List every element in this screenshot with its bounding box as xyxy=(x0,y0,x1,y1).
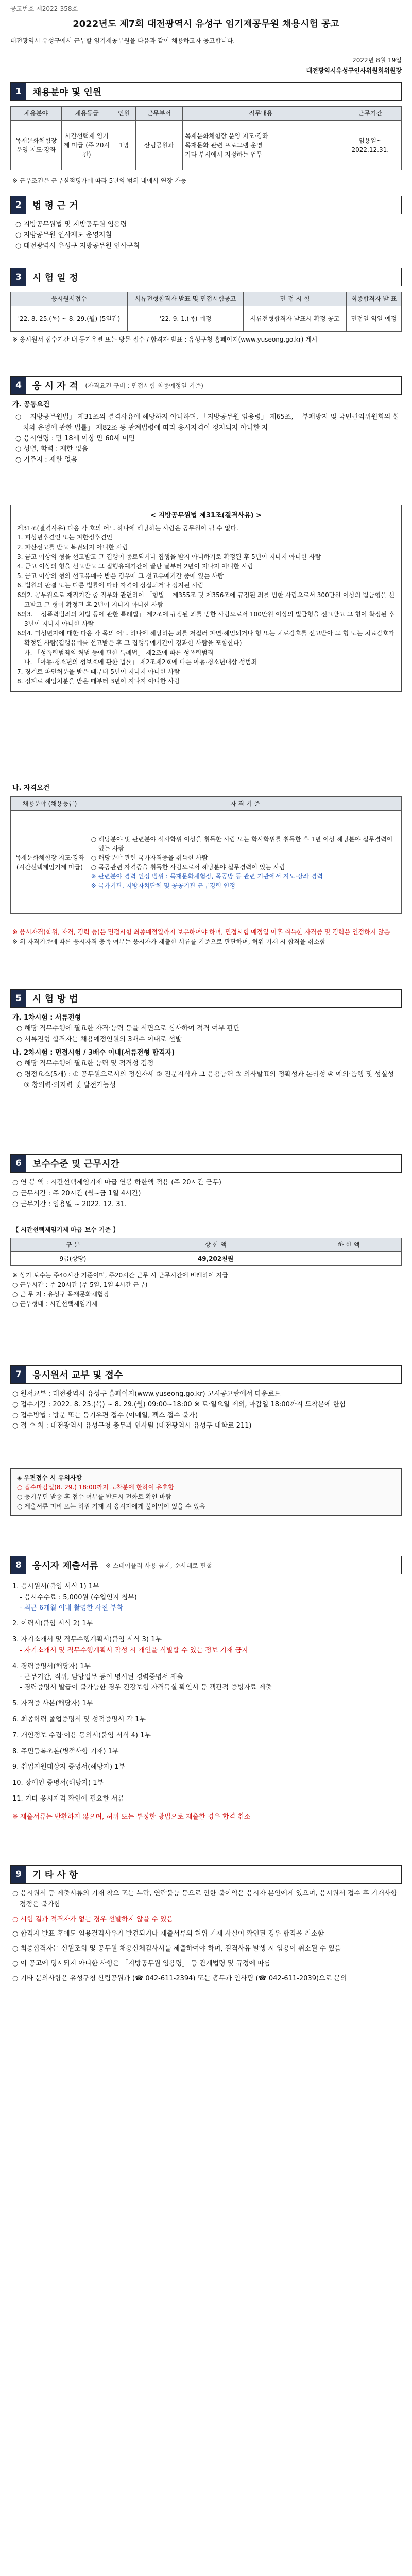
disq-item: 6. 법원의 판결 또는 다른 법률에 따라 자격이 상실되거나 정지된 사람 xyxy=(17,582,204,589)
qual-warning: ※ 위 자격기준에 따른 응시자격 충족 여부는 응시자가 제출한 서류를 기준으로 판단하며, 허위 기재 시 합격을 취소함 xyxy=(12,938,326,945)
section-header-5 xyxy=(10,989,402,1008)
disqualification-box xyxy=(10,505,402,692)
qualification-table xyxy=(10,796,402,914)
section-header-1 xyxy=(10,82,402,101)
mail-notice-box xyxy=(10,1468,402,1516)
section-number: 3 xyxy=(11,268,26,286)
table-header: 근무부서 xyxy=(135,107,182,121)
doc-item: 2. 이력서(붙임 서식 2) 1부 xyxy=(12,1620,93,1628)
table-header: 최종합격자 발 표 xyxy=(347,292,402,306)
box-item: ○ 접수마감일(8. 29.) 18:00까지 도착분에 한하여 유효함 xyxy=(17,1483,174,1491)
submission-item: ○ 원서교부 : 대전광역시 유성구 홈페이지(www.yuseong.go.kr) 고시공고란에서 다운로드 xyxy=(12,1390,281,1398)
section-number: 5 xyxy=(11,990,26,1007)
recruitment-table xyxy=(10,106,402,170)
table-cell: - xyxy=(296,1252,402,1266)
law-item: ○ 지방공무원 인사제도 운영지침 xyxy=(15,231,112,239)
table-cell: 면접일 익일 예정 xyxy=(347,306,402,332)
disq-item: 1. 피성년후견인 또는 피한정후견인 xyxy=(17,534,113,541)
section-title: 채용분야 및 인원 xyxy=(32,87,102,98)
section-header-4 xyxy=(10,376,402,395)
notice-date: 2022년 8월 19일 xyxy=(352,57,402,64)
pay-table-title: 【 시간선택제임기제 마급 보수 기준 】 xyxy=(12,1226,119,1233)
disq-item: 7. 징계로 파면처분을 받은 때부터 5년이 지나지 아니한 사람 xyxy=(17,668,180,675)
table-cell: 서류전형합격자 발표시 확정 공고 xyxy=(244,306,347,332)
doc-item: 6. 최종학력 졸업증명서 및 성적증명서 각 1부 xyxy=(12,1715,146,1723)
pay-note: ○ 근무형태 : 시간선택제임기제 xyxy=(12,1300,98,1308)
disq-item: 6의3. 「성폭력범죄의 처벌 등에 관한 특례법」 제2조에 규정된 죄를 범한 사람으로서 100만원 이상의 벌금형을 선고받고 그 형이 확정된 후 3년이 지나지 아니한 사람 xyxy=(17,611,395,628)
doc-item: 1. 응시원서(붙임 서식 1) 1부 xyxy=(12,1583,99,1590)
pay-table xyxy=(10,1238,402,1266)
pay-item: ○ 근무시간 : 주 20시간 (월~금 1일 4시간) xyxy=(12,1189,141,1197)
law-item: ○ 지방공무원법 및 지방공무원 임용령 xyxy=(15,221,127,228)
disq-item: 2. 파산선고를 받고 복권되지 아니한 사람 xyxy=(17,543,128,551)
table-cell: 산림공원과 xyxy=(135,121,182,170)
common-requirement: ○ 거주지 : 제한 없음 xyxy=(15,456,78,464)
table-header: 근무기간 xyxy=(339,107,401,121)
pay-item: ○ 연 봉 액 : 시간선택제임기제 마급 연봉 하한액 적용 (주 20시간 근무) xyxy=(12,1179,221,1187)
section-header-2 xyxy=(10,196,402,214)
section-title: 법 령 근 거 xyxy=(32,200,78,211)
notice-number: 공고번호 제2022-358호 xyxy=(10,5,78,12)
common-requirement: ○ 성별, 학력 : 제한 없음 xyxy=(15,445,88,453)
doc-item: - 자기소개서 및 직무수행계획서 작성 시 개인을 식별할 수 있는 정보 기재 금지 xyxy=(20,1646,248,1654)
table-header: 구 분 xyxy=(11,1238,135,1252)
qual-item: ○ 해당분야 관련 국가자격증을 취득한 사람 xyxy=(91,854,208,861)
law-item: ○ 대전광역시 유성구 지방공무원 인사규칙 xyxy=(15,242,140,250)
method-item: ○ 서류전형 합격자는 채용예정인원의 3배수 이내로 선발 xyxy=(16,1035,182,1043)
qual-item: ○ 해당분야 및 관련분야 석사학위 이상을 취득한 사람 또는 학사학위를 취득한 후 1년 이상 해당분야 실무경력이 있는 사람 xyxy=(91,835,393,852)
method-item: ○ 평정요소(5개) : ① 공무원으로서의 정신자세 ② 전문지식과 그 응용능력 ③ 의사발표의 정확성과 논리성 ④ 예의·품행 및 성실성 ⑤ 창의력·의지력 및 발전가능성 xyxy=(16,1070,394,1089)
submission-item: ○ 접수방법 : 방문 또는 등기우편 접수 (이메일, 팩스 접수 불가) xyxy=(12,1411,198,1419)
common-requirement: ○ 응시연령 : 만 18세 이상 만 60세 미만 xyxy=(15,434,135,443)
table-header: 하 한 액 xyxy=(296,1238,402,1252)
section-subtitle: ※ 스테이플러 사용 금지, 순서대로 편철 xyxy=(105,1562,212,1569)
pay-note: ※ 상기 보수는 주40시간 기준이며, 주20시간 근무 시 근무시간에 비례하여 지급 xyxy=(12,1272,228,1279)
section-header-3 xyxy=(10,268,402,286)
section-number: 7 xyxy=(11,1366,26,1383)
disq-item: 4. 금고 이상의 형을 선고받고 그 집행유예기간이 끝난 날부터 2년이 지나지 아니한 사람 xyxy=(17,563,253,570)
doc-item: 9. 취업지원대상자 증명서(해당자) 1부 xyxy=(12,1763,126,1771)
qual-warning: ※ 응시자격(학위, 자격, 경력 등)은 면접시험 최종예정일까지 보유하여야 하며, 면접시험 예정일 이후 취득한 자격증 및 경력은 인정하지 않음 xyxy=(12,928,390,936)
section-title: 응시원서 교부 및 접수 xyxy=(32,1370,123,1381)
misc-item: ○ 기타 문의사항은 유성구청 산림공원과 (☎ 042-611-2394) 또는 총무과 인사팀 (☎ 042-611-2039)으로 문의 xyxy=(12,1974,347,1982)
disq-item: 나. 「아동·청소년의 성보호에 관한 법률」 제2조제2호에 따른 아동·청소년대상 성범죄 xyxy=(24,658,258,666)
table-header: 인원 xyxy=(112,107,136,121)
doc-item: 7. 개인정보 수집·이용 동의서(붙임 서식 4) 1부 xyxy=(12,1731,151,1739)
pay-note: ○ 근 무 지 : 유성구 목재문화체험장 xyxy=(12,1291,110,1298)
qual-note: ※ 국가기관, 지방자치단체 및 공공기관 근무경력 인정 xyxy=(91,882,235,889)
sub-heading: 나. 자격요건 xyxy=(12,784,50,792)
qual-item: ○ 목공관련 자격증을 취득한 사람으로서 해당분야 실무경력이 있는 사람 xyxy=(91,863,285,871)
table-header: 채용등급 xyxy=(61,107,112,121)
table-header: 채용분야 (채용등급) xyxy=(11,797,89,811)
submission-item: ○ 접 수 처 : 대전광역시 유성구청 총무과 인사팀 (대전광역시 유성구 대학로 211) xyxy=(12,1422,252,1430)
section-title: 보수수준 및 근무시간 xyxy=(32,1159,120,1170)
table-header: 자 격 기 준 xyxy=(89,797,401,811)
disq-item: 3. 금고 이상의 형을 선고받고 그 집행이 종료되거나 집행을 받지 아니하기로 확정된 후 5년이 지나지 아니한 사람 xyxy=(17,553,321,561)
table-cell: 9급(상당) xyxy=(11,1252,135,1266)
duty-item: 기타 부서에서 지정하는 업무 xyxy=(184,150,263,158)
box-lead: 제31조(결격사유) 다음 각 호의 어느 하나에 해당하는 사람은 공무원이 될 수 없다. xyxy=(17,524,238,532)
section-title: 응 시 자 격 xyxy=(32,381,78,392)
disq-item: 5. 금고 이상의 형의 선고유예를 받은 경우에 그 선고유예기간 중에 있는 사람 xyxy=(17,572,224,580)
section-note: ※ 근무조건은 근무실적평가에 따라 5년의 범위 내에서 연장 가능 xyxy=(12,177,187,184)
page-title: 2022년도 제7회 대전광역시 유성구 임기제공무원 채용시험 공고 xyxy=(73,19,339,29)
intro-text: 대전광역시 유성구에서 근무할 임기제공무원을 다음과 같이 채용하고자 공고합니다. xyxy=(10,37,235,44)
duty-item: 목재문화체험장 운영 지도·강좌 xyxy=(184,132,269,140)
doc-item: - 근무기간, 직위, 담당업무 등이 명시된 경력증명서 제출 xyxy=(20,1673,184,1681)
schedule-table xyxy=(10,292,402,332)
misc-item: ○ 시험 결과 적격자가 없는 경우 선발하지 않을 수 있음 xyxy=(12,1915,174,1923)
doc-item: 8. 주민등록초본(병적사항 기재) 1부 xyxy=(12,1747,119,1755)
doc-item: ※ 제출서류는 반환하지 않으며, 허위 또는 부정한 방법으로 제출한 경우 합격 취소 xyxy=(12,1812,251,1821)
table-header: 면 접 시 험 xyxy=(244,292,347,306)
disq-item: 8. 징계로 해임처분을 받은 때부터 3년이 지나지 아니한 사람 xyxy=(17,677,180,685)
section-note: ※ 응시원서 접수기간 내 등기우편 또는 방문 접수 / 합격자 발표 : 유성구청 홈페이지(www.yuseong.go.kr) 게시 xyxy=(12,336,318,343)
section-header-7 xyxy=(10,1365,402,1384)
section-number: 2 xyxy=(11,196,26,214)
issuer: 대전광역시유성구인사위원회위원장 xyxy=(306,67,402,74)
section-number: 8 xyxy=(11,1556,26,1574)
misc-item: ○ 이 공고에 명시되지 아니한 사항은 「지방공무원 임용령」 등 관계법령 및 규정에 따름 xyxy=(12,1959,271,1968)
table-cell: 목재문화체험장 지도·강좌 (시간선택제임기제 마급) xyxy=(11,811,89,914)
section-subtitle: (자격요건 구비 : 면접시험 최종예정일 기준) xyxy=(85,382,203,389)
table-header: 서류전형합격자 발표 및 면접시험공고 xyxy=(127,292,243,306)
section-title: 시 험 일 정 xyxy=(32,273,78,283)
doc-item: 3. 자기소개서 및 직무수행계획서(붙임 서식 3) 1부 xyxy=(12,1636,162,1644)
box-title: ◈ 우편접수 시 유의사항 xyxy=(17,1474,82,1481)
table-header: 응시원서접수 xyxy=(11,292,128,306)
qual-note: ※ 관련분야 경력 인정 범위 : 목재문화체험장, 목공방 등 관련 기관에서 지도·강좌 경력 xyxy=(91,872,323,880)
table-cell: '22. 9. 1.(목) 예정 xyxy=(127,306,243,332)
disq-item: 6의4. 미성년자에 대한 다음 각 목의 어느 하나에 해당하는 죄를 저질러 파면·해임되거나 형 또는 치료감호를 선고받아 그 형 또는 치료감호가 확정된 사람(집행유예를 선고받은 후 그 집행유예기간이 경과한 사람을 포함한다) xyxy=(17,630,394,647)
method-item: ○ 해당 직무수행에 필요한 능력 및 적격성 검정 xyxy=(16,1060,154,1068)
box-item: ○ 등기우편 발송 후 접수 여부를 반드시 전화로 확인 바람 xyxy=(17,1493,171,1501)
section-title: 응시자 제출서류 xyxy=(32,1561,98,1571)
disq-item: 가. 「성폭력범죄의 처벌 등에 관한 특례법」 제2조에 따른 성폭력범죄 xyxy=(24,649,214,656)
misc-item: ○ 최종합격자는 신원조회 및 공무원 채용신체검사서를 제출하여야 하며, 결격사유 발생 시 임용이 취소될 수 있음 xyxy=(12,1945,341,1953)
submission-item: ○ 접수기간 : 2022. 8. 25.(목) ~ 8. 29.(월) 09:00~18:00 ※ 토·일요일 제외, 마감일 18:00까지 도착분에 한함 xyxy=(12,1400,346,1409)
section-number: 6 xyxy=(11,1155,26,1172)
section-header-8 xyxy=(10,1556,402,1574)
section-title: 기 타 사 항 xyxy=(32,1870,78,1880)
method-item: 가. 1차시험 : 서류전형 xyxy=(12,1014,81,1022)
method-item: ○ 해당 직무수행에 필요한 자격·능력 등을 서면으로 심사하여 적격 여부 판단 xyxy=(16,1024,240,1032)
method-item: 나. 2차시험 : 면접시험 / 3배수 이내(서류전형 합격자) xyxy=(12,1049,175,1057)
table-cell: '22. 8. 25.(목) ~ 8. 29.(월) (5일간) xyxy=(11,306,128,332)
section-number: 1 xyxy=(11,83,26,100)
doc-item: 4. 경력증명서(해당자) 1부 xyxy=(12,1662,91,1670)
section-header-9 xyxy=(10,1865,402,1884)
box-item: ○ 제출서류 미비 또는 허위 기재 시 응시자에게 불이익이 있을 수 있음 xyxy=(17,1502,205,1510)
common-requirement: ○ 「지방공무원법」 제31조의 결격사유에 해당하지 아니하며, 「지방공무원 임용령」 제65조, 「부패방지 및 국민권익위원회의 설치와 운영에 관한 법률」 제82조 등 관계법령에 따라 응시자격이 정지되지 아니한 자 xyxy=(15,413,399,432)
pay-note: ○ 근무시간 : 주 20시간 (주 5일, 1일 4시간 근무) xyxy=(12,1281,148,1289)
doc-item: 5. 자격증 사본(해당자) 1부 xyxy=(12,1700,93,1708)
section-title: 시 험 방 법 xyxy=(32,994,78,1005)
section-number: 4 xyxy=(11,377,26,394)
doc-item: - 최근 6개월 이내 촬영한 사진 부착 xyxy=(20,1604,124,1612)
table-cell: 49,202천원 xyxy=(135,1252,296,1266)
doc-item: - 경력증명서 발급이 불가능한 경우 건강보험 자격득실 확인서 등 객관적 증빙자료 제출 xyxy=(20,1684,272,1692)
duty-item: 목재문화 관련 프로그램 운영 xyxy=(184,141,263,149)
table-header: 직무내용 xyxy=(182,107,339,121)
misc-item: ○ 합격자 발표 후에도 임용결격사유가 발견되거나 제출서류의 허위 기재 사실이 확인된 경우 합격을 취소함 xyxy=(12,1930,324,1938)
pay-item: ○ 근무기간 : 임용일 ~ 2022. 12. 31. xyxy=(12,1200,127,1208)
doc-item: 10. 장애인 증명서(해당자) 1부 xyxy=(12,1779,104,1787)
table-header: 채용분야 xyxy=(11,107,62,121)
doc-item: 11. 기타 응시자격 확인에 필요한 서류 xyxy=(12,1794,125,1803)
table-cell: 임용일~ 2022.12.31. xyxy=(339,121,401,170)
misc-item: ○ 응시원서 등 제출서류의 기재 착오 또는 누락, 연락불능 등으로 인한 불이익은 응시자 본인에게 있으며, 응시원서 접수 후 기재사항 정정은 불가함 xyxy=(12,1890,398,1908)
disq-item: 6의2. 공무원으로 재직기간 중 직무와 관련하여 「형법」 제355조 및 제356조에 규정된 죄를 범한 사람으로서 300만원 이상의 벌금형을 선고받고 그 형이 확정된 후 2년이 지나지 아니한 사람 xyxy=(17,591,395,608)
table-header: 상 한 액 xyxy=(135,1238,296,1252)
section-header-6 xyxy=(10,1154,402,1173)
table-cell: 목재문화체험장 운영 지도·강좌 xyxy=(11,121,62,170)
sub-heading: 가. 공통요건 xyxy=(12,401,50,409)
doc-item: - 응시수수료 : 5,000원 (수입인지 첨부) xyxy=(20,1593,137,1601)
table-cell: 시간선택제 임기제 마급 (주 20시간) xyxy=(61,121,112,170)
section-number: 9 xyxy=(11,1866,26,1883)
table-cell: 1명 xyxy=(112,121,136,170)
box-title: < 지방공무원법 제31조(결격사유) > xyxy=(150,512,262,519)
